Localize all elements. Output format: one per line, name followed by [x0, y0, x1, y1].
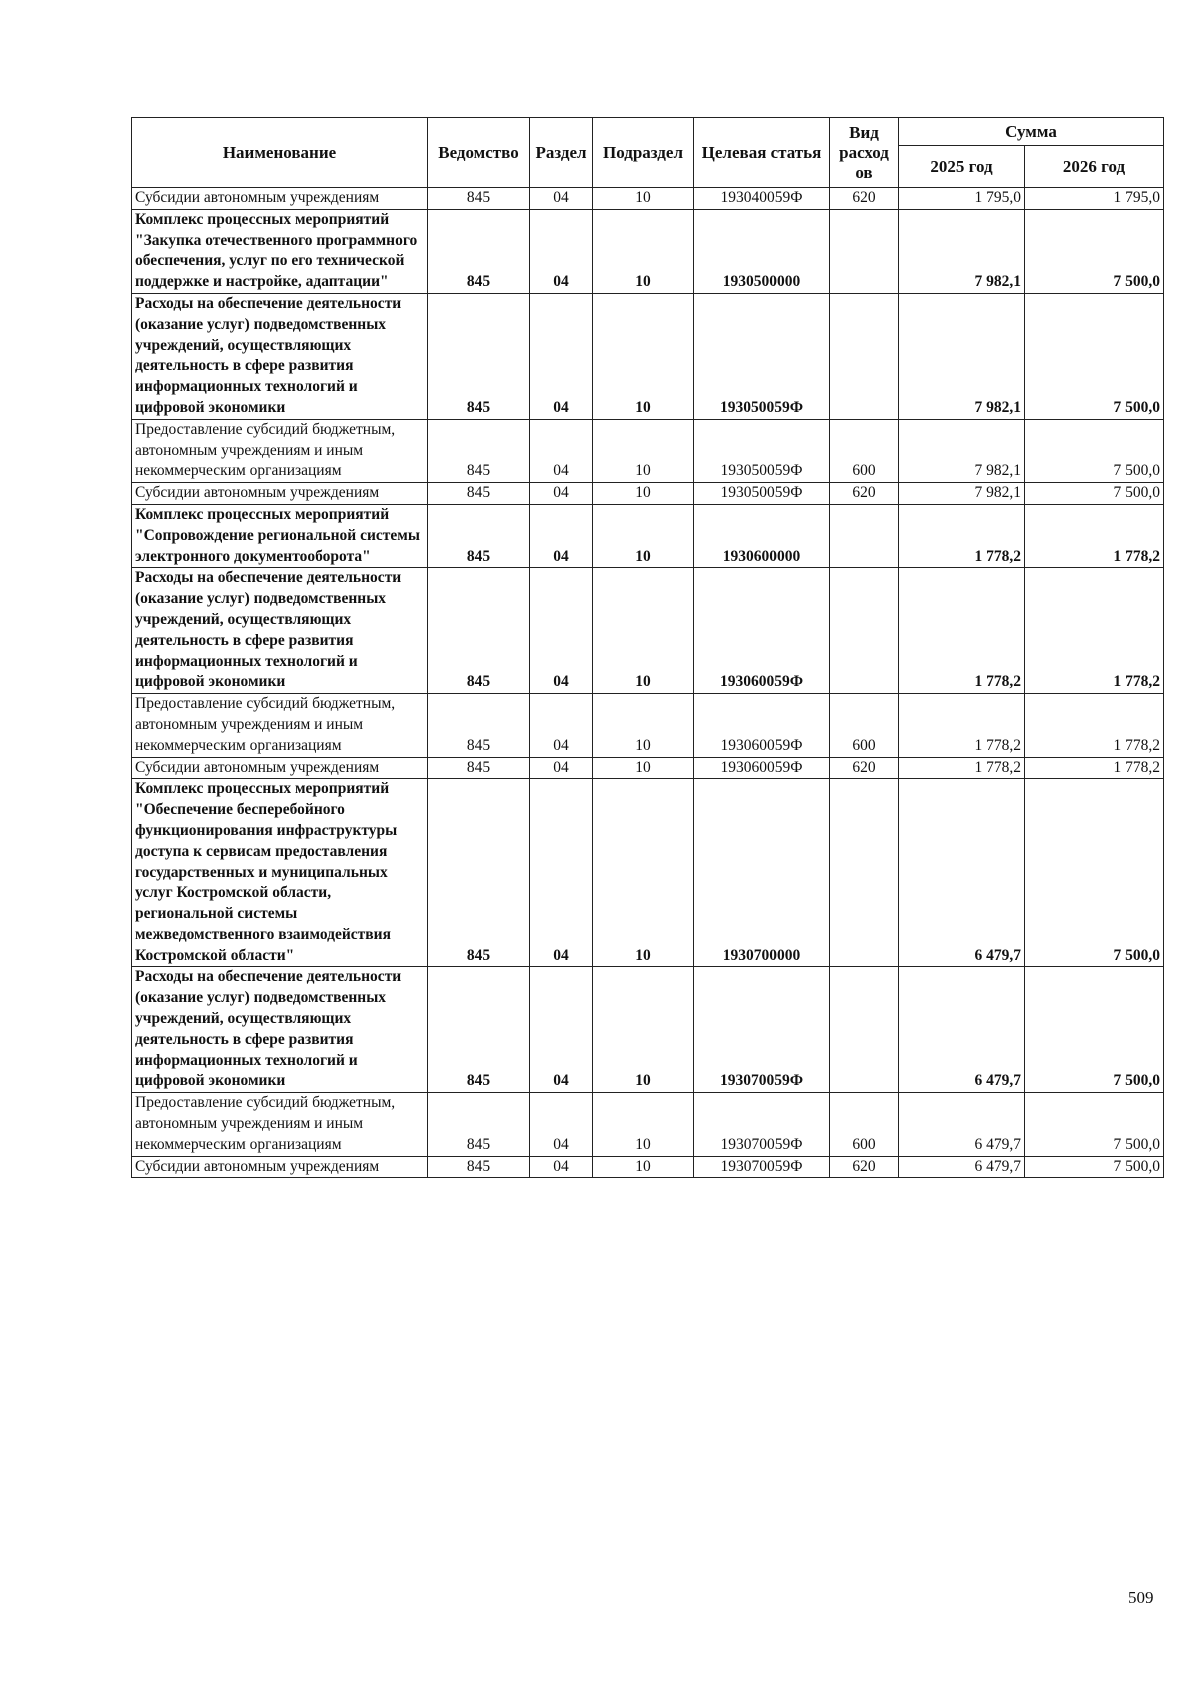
row-target-article: 193060059Ф [694, 568, 830, 694]
row-expense-type [830, 293, 899, 419]
row-sum-2026: 7 500,0 [1025, 293, 1164, 419]
row-expense-type [830, 779, 899, 967]
table-row [132, 568, 1164, 694]
row-target-article: 193040059Ф [694, 188, 830, 210]
row-razdel: 04 [530, 504, 593, 567]
table-body [132, 188, 1164, 1178]
row-vedomstvo: 845 [428, 568, 530, 694]
row-podrazdel: 10 [593, 504, 694, 567]
row-vedomstvo: 845 [428, 419, 530, 482]
row-podrazdel: 10 [593, 568, 694, 694]
row-razdel: 04 [530, 967, 593, 1093]
row-name: Предоставление субсидий бюджетным, автономным учреждениям и иным некоммерческим организациям [132, 419, 428, 482]
row-vedomstvo: 845 [428, 293, 530, 419]
row-vedomstvo: 845 [428, 504, 530, 567]
row-sum-2026: 1 795,0 [1025, 188, 1164, 210]
row-podrazdel: 10 [593, 1156, 694, 1178]
row-expense-type [830, 967, 899, 1093]
table-row [132, 694, 1164, 757]
row-vedomstvo: 845 [428, 1156, 530, 1178]
header-razdel: Раздел [530, 118, 593, 188]
row-sum-2025: 1 778,2 [899, 694, 1025, 757]
row-name: Субсидии автономным учреждениям [132, 483, 428, 505]
row-sum-2025: 1 778,2 [899, 504, 1025, 567]
row-sum-2025: 6 479,7 [899, 1093, 1025, 1156]
row-razdel: 04 [530, 483, 593, 505]
row-podrazdel: 10 [593, 419, 694, 482]
row-sum-2025: 1 778,2 [899, 757, 1025, 779]
row-name: Расходы на обеспечение деятельности (оказание услуг) подведомственных учреждений, осуществляющих деятельность в сфере развития информационных технологий и цифровой экономики [132, 293, 428, 419]
row-target-article: 193050059Ф [694, 419, 830, 482]
row-sum-2026: 7 500,0 [1025, 483, 1164, 505]
table-row [132, 483, 1164, 505]
row-expense-type [830, 504, 899, 567]
row-expense-type: 600 [830, 1093, 899, 1156]
table-row [132, 779, 1164, 967]
row-expense-type: 600 [830, 694, 899, 757]
row-razdel: 04 [530, 757, 593, 779]
row-name: Предоставление субсидий бюджетным, автономным учреждениям и иным некоммерческим организациям [132, 694, 428, 757]
row-sum-2026: 7 500,0 [1025, 1156, 1164, 1178]
row-expense-type: 620 [830, 1156, 899, 1178]
row-expense-type: 600 [830, 419, 899, 482]
table-header [132, 118, 1164, 188]
row-sum-2025: 6 479,7 [899, 967, 1025, 1093]
row-sum-2025: 7 982,1 [899, 483, 1025, 505]
table-row [132, 757, 1164, 779]
row-sum-2026: 7 500,0 [1025, 1093, 1164, 1156]
header-name: Наименование [132, 118, 428, 188]
header-podrazdel: Подраздел [593, 118, 694, 188]
row-sum-2026: 1 778,2 [1025, 504, 1164, 567]
header-year-2026: 2026 год [1025, 146, 1164, 188]
row-podrazdel: 10 [593, 967, 694, 1093]
row-vedomstvo: 845 [428, 483, 530, 505]
row-podrazdel: 10 [593, 293, 694, 419]
row-razdel: 04 [530, 779, 593, 967]
row-razdel: 04 [530, 568, 593, 694]
row-name: Комплекс процессных мероприятий "Закупка отечественного программного обеспечения, услуг по его технической поддержке и настройке, адаптации" [132, 209, 428, 293]
row-sum-2025: 7 982,1 [899, 209, 1025, 293]
row-name: Расходы на обеспечение деятельности (оказание услуг) подведомственных учреждений, осуществляющих деятельность в сфере развития информационных технологий и цифровой экономики [132, 568, 428, 694]
row-razdel: 04 [530, 419, 593, 482]
row-target-article: 193070059Ф [694, 1156, 830, 1178]
header-sum: Сумма [899, 118, 1164, 146]
row-target-article: 193050059Ф [694, 483, 830, 505]
table-row [132, 504, 1164, 567]
table-row [132, 293, 1164, 419]
row-podrazdel: 10 [593, 209, 694, 293]
table-row [132, 419, 1164, 482]
row-target-article: 193060059Ф [694, 757, 830, 779]
row-razdel: 04 [530, 694, 593, 757]
row-name: Субсидии автономным учреждениям [132, 188, 428, 210]
row-vedomstvo: 845 [428, 779, 530, 967]
page-number: 509 [1128, 1588, 1154, 1607]
table-row [132, 967, 1164, 1093]
row-podrazdel: 10 [593, 188, 694, 210]
row-expense-type [830, 209, 899, 293]
row-vedomstvo: 845 [428, 209, 530, 293]
header-year-2025: 2025 год [899, 146, 1025, 188]
row-expense-type: 620 [830, 483, 899, 505]
row-sum-2026: 1 778,2 [1025, 694, 1164, 757]
row-razdel: 04 [530, 293, 593, 419]
row-expense-type [830, 568, 899, 694]
row-target-article: 193070059Ф [694, 1093, 830, 1156]
row-razdel: 04 [530, 188, 593, 210]
header-vedomstvo: Ведомство [428, 118, 530, 188]
row-podrazdel: 10 [593, 1093, 694, 1156]
row-sum-2026: 7 500,0 [1025, 419, 1164, 482]
row-name: Предоставление субсидий бюджетным, автономным учреждениям и иным некоммерческим организациям [132, 1093, 428, 1156]
row-razdel: 04 [530, 209, 593, 293]
row-podrazdel: 10 [593, 694, 694, 757]
row-sum-2025: 6 479,7 [899, 1156, 1025, 1178]
row-name: Субсидии автономным учреждениям [132, 1156, 428, 1178]
row-target-article: 193070059Ф [694, 967, 830, 1093]
budget-table [131, 117, 1164, 1178]
row-vedomstvo: 845 [428, 757, 530, 779]
row-razdel: 04 [530, 1093, 593, 1156]
row-razdel: 04 [530, 1156, 593, 1178]
row-sum-2025: 7 982,1 [899, 293, 1025, 419]
row-sum-2026: 1 778,2 [1025, 568, 1164, 694]
header-expense-type: Вид расход ов [830, 118, 899, 188]
row-podrazdel: 10 [593, 779, 694, 967]
row-name: Комплекс процессных мероприятий "Сопровождение региональной системы электронного документооборота" [132, 504, 428, 567]
table-row [132, 209, 1164, 293]
row-name: Комплекс процессных мероприятий "Обеспечение бесперебойного функционирования инфраструктуры доступа к сервисам предоставления государственных и муниципальных услуг Костромской области, региональной системы межведомственного взаимодействия Костромской области" [132, 779, 428, 967]
row-sum-2026: 1 778,2 [1025, 757, 1164, 779]
row-expense-type: 620 [830, 757, 899, 779]
row-name: Субсидии автономным учреждениям [132, 757, 428, 779]
row-vedomstvo: 845 [428, 1093, 530, 1156]
row-sum-2026: 7 500,0 [1025, 209, 1164, 293]
row-target-article: 193060059Ф [694, 694, 830, 757]
table-row [132, 1156, 1164, 1178]
row-target-article: 193050059Ф [694, 293, 830, 419]
row-name: Расходы на обеспечение деятельности (оказание услуг) подведомственных учреждений, осуществляющих деятельность в сфере развития информационных технологий и цифровой экономики [132, 967, 428, 1093]
row-vedomstvo: 845 [428, 694, 530, 757]
row-sum-2026: 7 500,0 [1025, 779, 1164, 967]
table-row [132, 1093, 1164, 1156]
row-target-article: 1930500000 [694, 209, 830, 293]
row-sum-2025: 6 479,7 [899, 779, 1025, 967]
row-sum-2025: 1 778,2 [899, 568, 1025, 694]
table-row [132, 188, 1164, 210]
row-target-article: 1930600000 [694, 504, 830, 567]
header-target-article: Целевая статья [694, 118, 830, 188]
row-expense-type: 620 [830, 188, 899, 210]
row-podrazdel: 10 [593, 757, 694, 779]
row-sum-2025: 1 795,0 [899, 188, 1025, 210]
row-sum-2025: 7 982,1 [899, 419, 1025, 482]
row-sum-2026: 7 500,0 [1025, 967, 1164, 1093]
row-podrazdel: 10 [593, 483, 694, 505]
row-vedomstvo: 845 [428, 188, 530, 210]
row-target-article: 1930700000 [694, 779, 830, 967]
row-vedomstvo: 845 [428, 967, 530, 1093]
